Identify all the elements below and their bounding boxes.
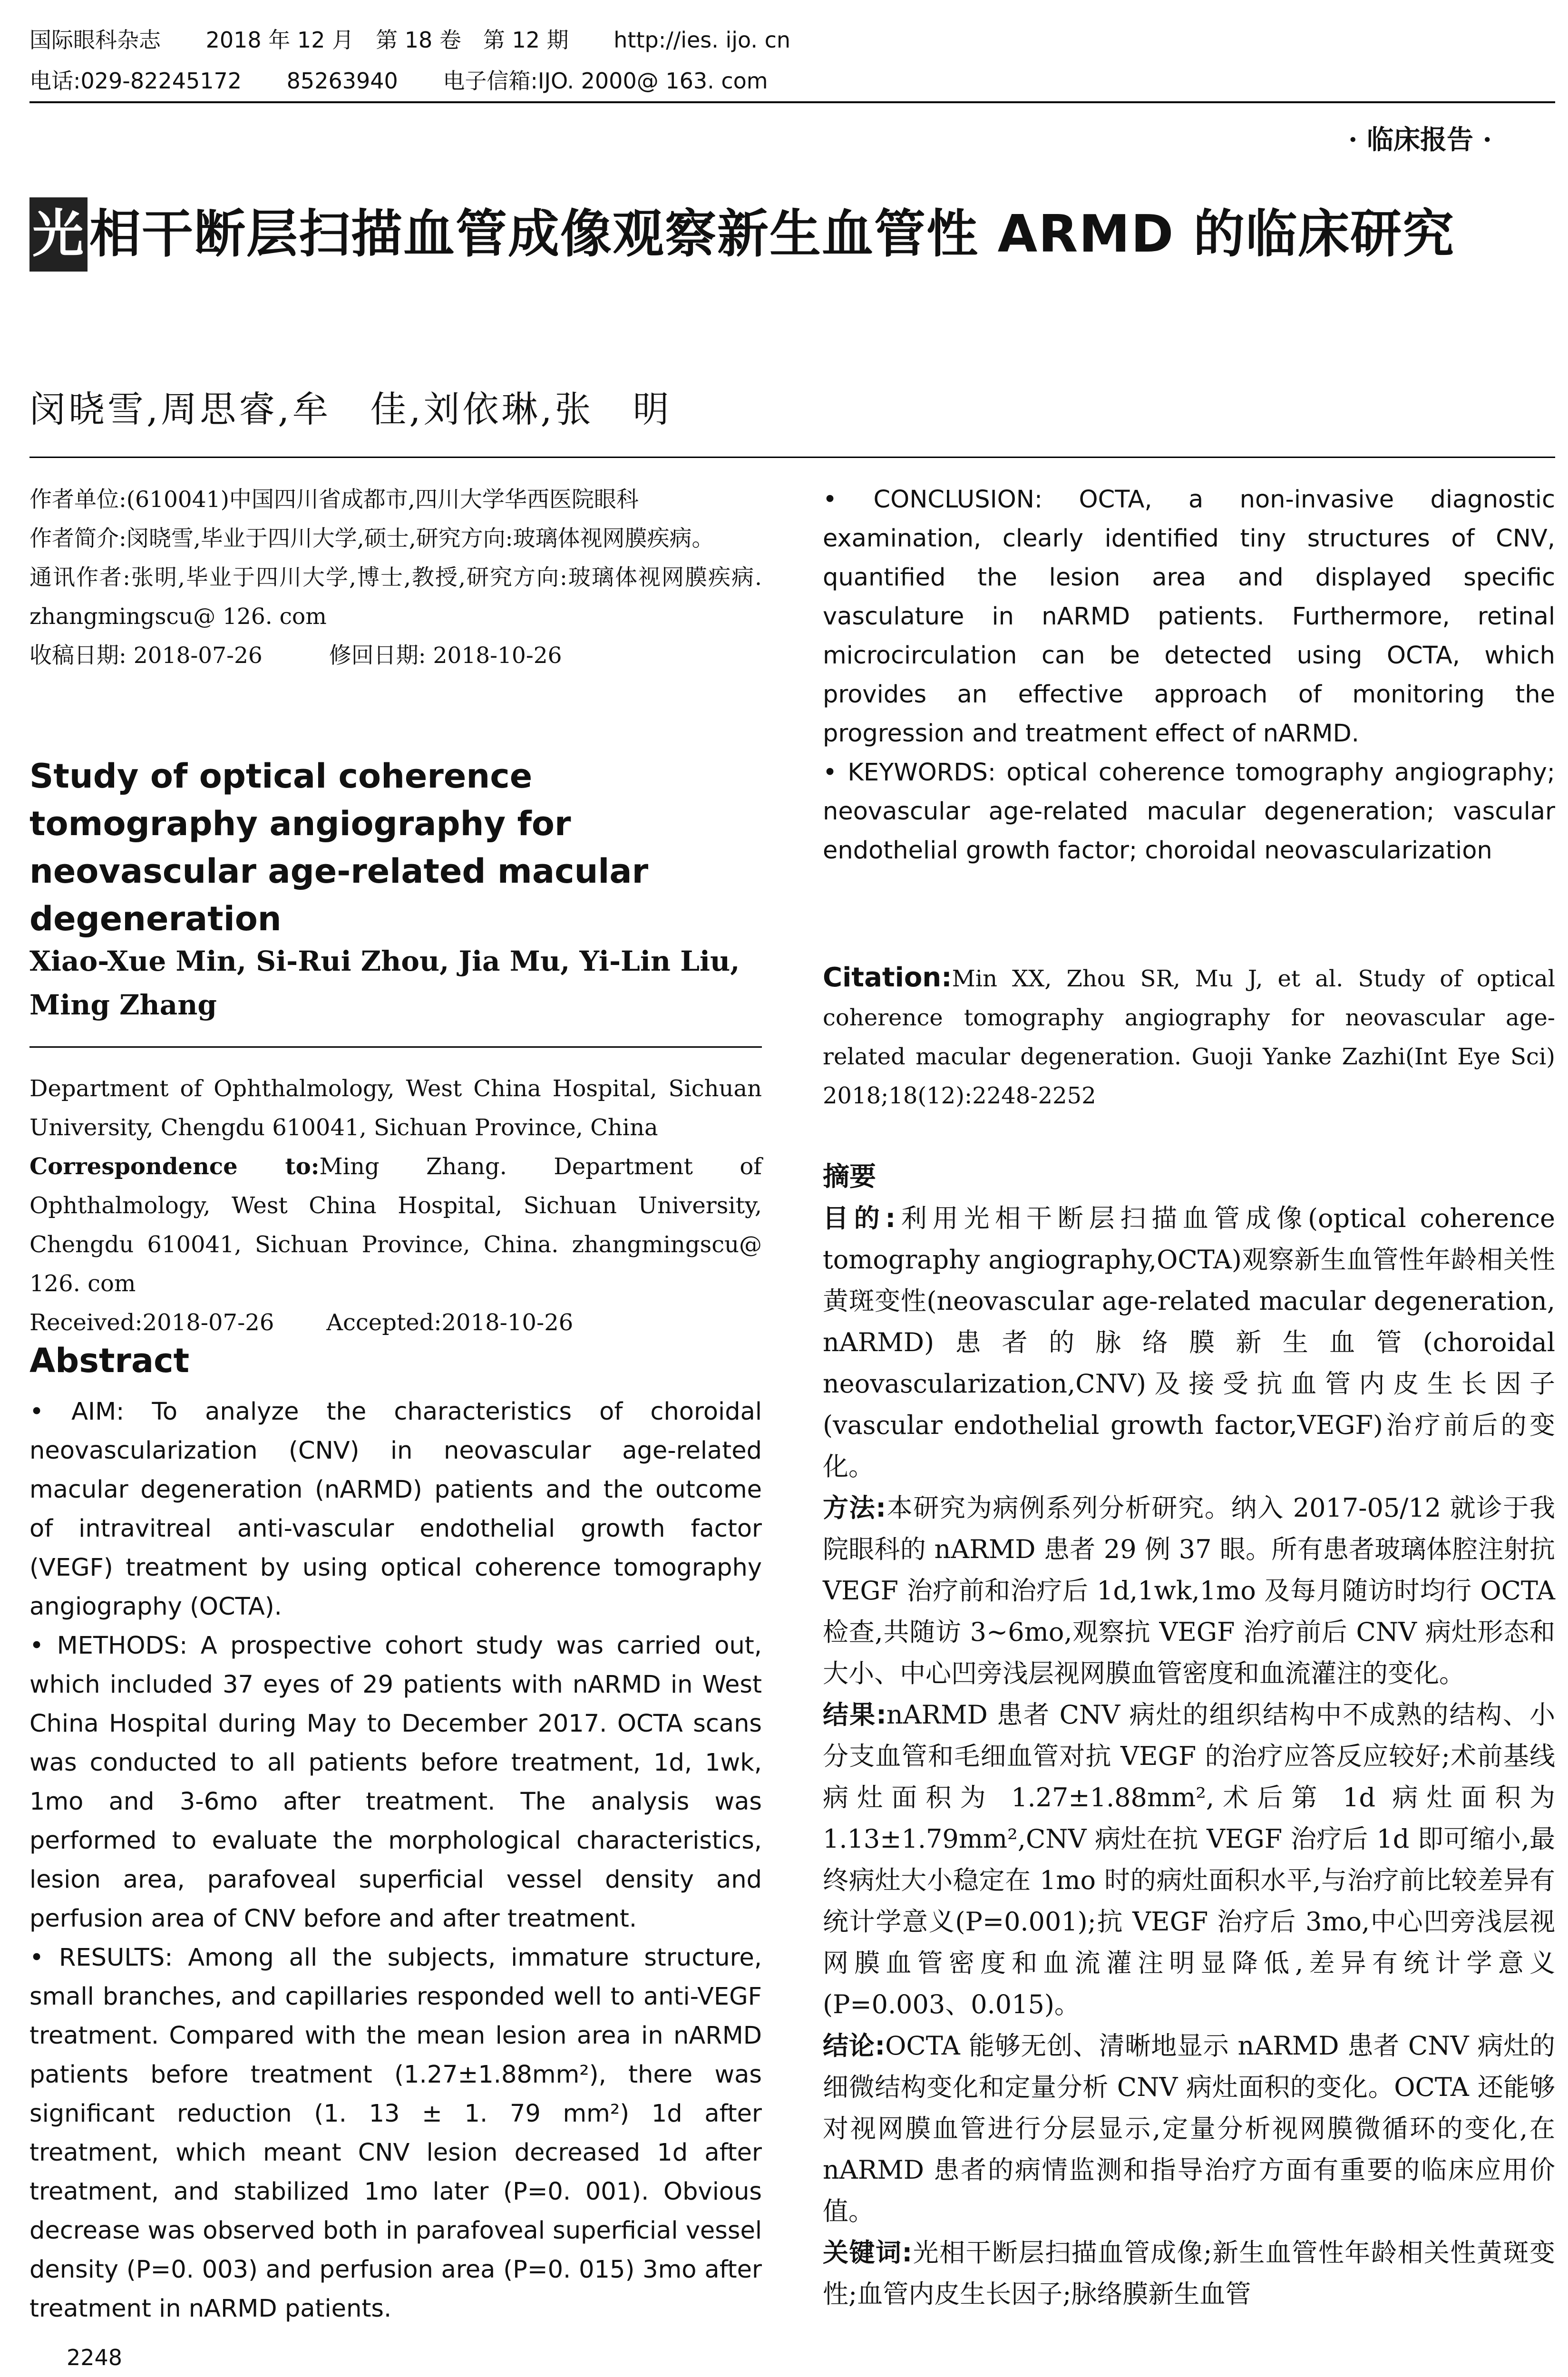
journal-header-line-1 <box>29 23 828 54</box>
affiliation-dept: Department of Ophthalmology, West China Hospital, Sichuan University, Chengdu 610041, Sichuan Province, China <box>29 1075 762 1141</box>
cn-conclusion <box>823 2025 1555 2232</box>
abstract-en-left <box>29 1393 762 2328</box>
abstract-methods: • METHODS: A prospective cohort study was carried out, which included 37 eyes of 29 patients with nARMD in West China Hospital during May to December 2017. OCTA scans was conducted to all patients before treatment, 1d, 1wk, 1mo and 3-6mo after treatment. The analysis was performed to evaluate the morphological characteristics, lesion area, parafoveal superficial vessel density and perfusion area of CNV before and after treatment. <box>29 1632 762 1933</box>
author-meta-cn <box>29 480 762 675</box>
citation-block <box>823 958 1555 1115</box>
cn-conclusion-text: OCTA 能够无创、清晰地显示 nARMD 患者 CNV 病灶的细微结构变化和定量分析 CNV 病灶面积的变化。OCTA 还能够对视网膜血管进行分层显示,定量分析视网膜微循环的变化,在 nARMD 患者的病情监测和指导治疗方面有重要的临床应用价值。 <box>823 2031 1555 2226</box>
cn-results-label: 结果: <box>823 1700 886 1730</box>
accepted-date-en: Accepted:2018-10-26 <box>326 1309 574 1336</box>
title-rule <box>29 457 1555 458</box>
journal-header-line-2 <box>29 64 806 95</box>
revised-date-cn: 修回日期: 2018-10-26 <box>329 643 562 669</box>
citation-text: Min XX, Zhou SR, Mu J, et al. Study of optical coherence tomography angiography for neovascular age-related macular degeneration. Guoji Yanke Zazhi(Int Eye Sci) 2018;18(12):2248-2252 <box>823 965 1555 1109</box>
cn-abstract-body <box>823 1198 1555 2315</box>
cn-keywords-label: 关键词: <box>823 2238 913 2268</box>
cn-methods-label: 方法: <box>823 1493 886 1523</box>
cn-conclusion-label: 结论: <box>823 2031 886 2061</box>
cn-keywords <box>823 2232 1555 2315</box>
received-date-cn: 收稿日期: 2018-07-26 <box>29 643 263 669</box>
header-rule <box>29 101 1555 103</box>
cn-results <box>823 1694 1555 2025</box>
affiliation-block <box>29 1069 762 1342</box>
page-number: 2248 <box>67 2345 123 2370</box>
correspondence-text: Ming Zhang. Department of Ophthalmology, West China Hospital, Sichuan University, Chengdu 610041, Sichuan Province, China. zhangmingscu@ 126. com <box>29 1153 762 1297</box>
authors-en: Xiao-Xue Min, Si-Rui Zhou, Jia Mu, Yi-Lin Liu, Ming Zhang <box>29 945 740 1021</box>
dates-en <box>29 1303 762 1342</box>
abstract-conclusion: • CONCLUSION: OCTA, a non-invasive diagnostic examination, clearly identified tiny structures of CNV, quantified the lesion area and displayed specific vasculature in nARMD patients. Furthermore, retinal microcirculation can be detected using OCTA, which provides an effective approach of monitoring the progression and treatment effect of nARMD. <box>823 486 1555 748</box>
cn-abstract-heading: 摘要 <box>823 1161 876 1192</box>
cn-aim <box>823 1198 1555 1487</box>
phone: 电话:029-82245172 <box>29 68 242 94</box>
cn-results-text: nARMD 患者 CNV 病灶的组织结构中不成熟的结构、小分支血管和毛细血管对抗 VEGF 的治疗应答反应较好;术前基线病灶面积为 1.27±1.88mm²,术后第 1d 病灶面积为 1.13±1.79mm²,CNV 病灶在抗 VEGF 治疗后 1d 即可缩小,最终病灶大小稳定在 1mo 时的病灶面积水平,与治疗前比较差异有统计学意义(P=0.001);抗 VEGF 治疗后 3mo,中心凹旁浅层视网膜血管密度和血流灌注明显降低,差异有统计学意义(P=0.003、0.015)。 <box>823 1700 1555 2019</box>
author-unit: 作者单位:(610041)中国四川省成都市,四川大学华西医院眼科 <box>29 487 639 513</box>
citation-label: Citation: <box>823 962 952 993</box>
correspondence-label: Correspondence to: <box>29 1153 320 1180</box>
abstract-keywords: • KEYWORDS: optical coherence tomography angiography; neovascular age-related macular degeneration; vascular endothelial growth factor; choroidal neovascularization <box>823 759 1555 865</box>
article-title-en: Study of optical coherence tomography angiography for neovascular age-related macular degeneration <box>29 757 649 938</box>
title-first-char: 光 <box>29 197 88 272</box>
cn-methods-text: 本研究为病例系列分析研究。纳入 2017-05/12 就诊于我院眼科的 nARMD 患者 29 例 37 眼。所有患者玻璃体腔注射抗 VEGF 治疗前和治疗后 1d,1wk,1mo 及每月随访时均行 OCTA 检查,共随访 3~6mo,观察抗 VEGF 治疗前后 CNV 病灶形态和大小、中心凹旁浅层视网膜血管密度和血流灌注的变化。 <box>823 1493 1555 1688</box>
email: 电子信箱:IJO. 2000@ 163. com <box>443 68 768 94</box>
received-date-en: Received:2018-07-26 <box>29 1309 274 1336</box>
article-title-cn <box>29 197 1551 272</box>
phone-2: 85263940 <box>286 68 398 94</box>
corresponding-author: 通讯作者:张明,毕业于四川大学,博士,教授,研究方向:玻璃体视网膜疾病. zhangmingscu@ 126. com <box>29 565 762 630</box>
abstract-heading: Abstract <box>29 1341 190 1380</box>
authors-rule <box>29 1046 762 1048</box>
abstract-results: • RESULTS: Among all the subjects, immature structure, small branches, and capillaries responded well to anti-VEGF treatment. Compared with the mean lesion area in nARMD patients before treatment (1.27±1.88mm²), there was significant reduction (1. 13 ± 1. 79 mm²) 1d after treatment, which meant CNV lesion decreased 1d after treatment, and stabilized 1mo later (P=0. 001). Obvious decrease was observed both in parafoveal superficial vessel density (P=0. 003) and perfusion area (P=0. 015) 3mo after treatment in nARMD patients. <box>29 1944 762 2323</box>
title-rest: 相干断层扫描血管成像观察新生血管性 ARMD 的临床研究 <box>89 205 1455 264</box>
authors-cn: 闵晓雪,周思睿,牟 佳,刘依琳,张 明 <box>29 388 672 430</box>
journal-url: http://ies. ijo. cn <box>614 27 791 53</box>
cn-aim-text: 利用光相干断层扫描血管成像(optical coherence tomography angiography,OCTA)观察新生血管性年龄相关性黄斑变性(neovascular age-related macular degeneration, nARMD)患者的脉络膜新生血管(choroidal neovascularization,CNV)及接受抗血管内皮生长因子(vascular endothelial growth factor,VEGF)治疗前后的变化。 <box>823 1203 1555 1481</box>
dates-cn <box>29 636 762 675</box>
abstract-en-right <box>823 480 1555 870</box>
author-intro: 作者简介:闵晓雪,毕业于四川大学,硕士,研究方向:玻璃体视网膜疾病。 <box>29 526 714 552</box>
abstract-aim: • AIM: To analyze the characteristics of choroidal neovascularization (CNV) in neovascular age-related macular degeneration (nARMD) patients and the outcome of intravitreal anti-vascular endothelial growth factor (VEGF) treatment by using optical coherence tomography angiography (OCTA). <box>29 1398 762 1621</box>
cn-aim-label: 目的: <box>823 1203 896 1233</box>
journal-name: 国际眼科杂志 <box>29 27 161 53</box>
cn-keywords-text: 光相干断层扫描血管成像;新生血管性年龄相关性黄斑变性;血管内皮生长因子;脉络膜新生血管 <box>823 2238 1555 2309</box>
cn-methods <box>823 1487 1555 1694</box>
correspondence <box>29 1147 762 1303</box>
issue-info: 2018 年 12 月 第 18 卷 第 12 期 <box>205 27 569 53</box>
section-tag: · 临床报告 · <box>1348 124 1492 156</box>
